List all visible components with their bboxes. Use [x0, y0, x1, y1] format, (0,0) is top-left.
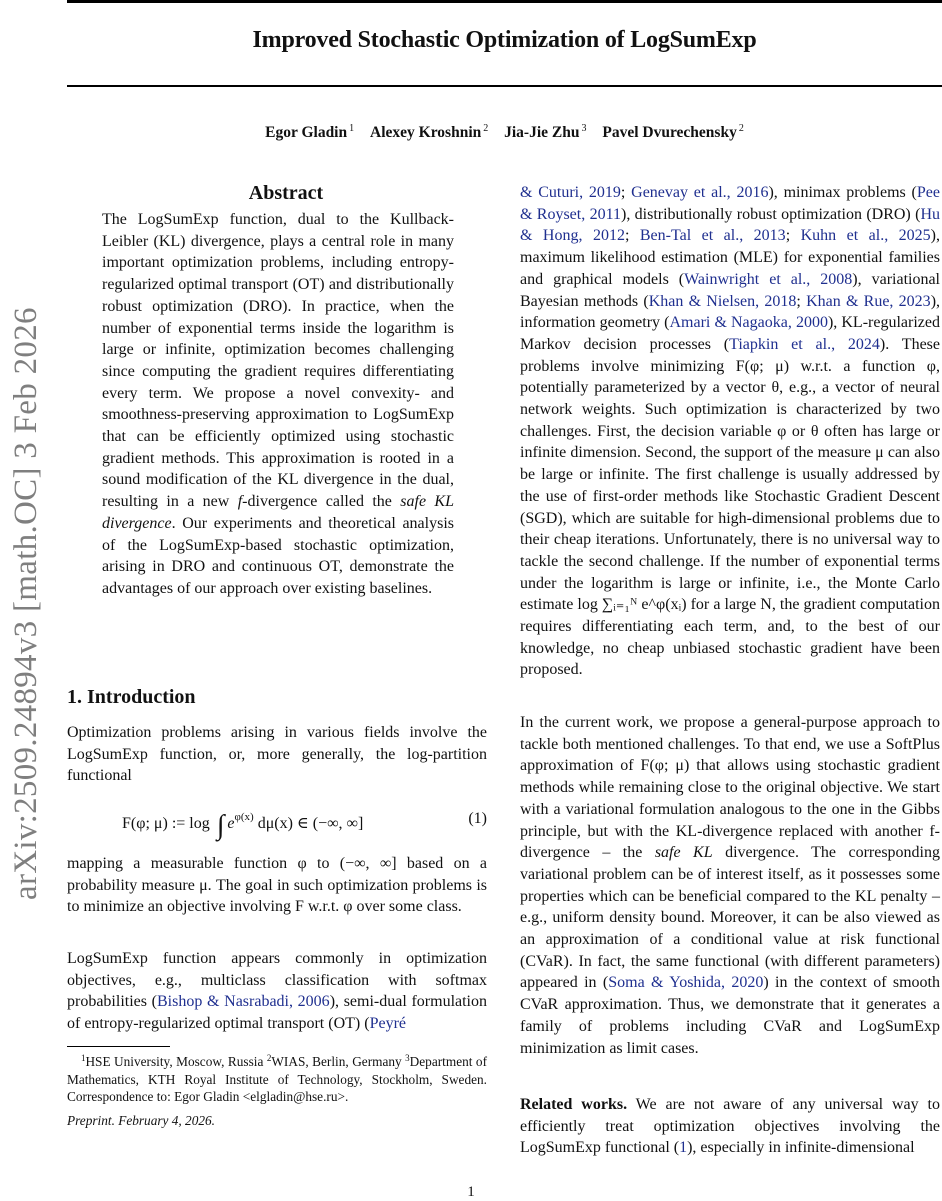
citation-link[interactable]: Hu & Hong, 2012 — [520, 205, 940, 245]
citation-link[interactable]: Bishop & Nasrabadi, 2006 — [157, 993, 330, 1011]
author: Jia-Jie Zhu $^3$ — [504, 123, 587, 141]
preprint-date-note: Preprint. February 4, 2026. — [67, 1113, 215, 1128]
author: Egor Gladin $^1$ — [265, 123, 355, 141]
equation-reference-link[interactable]: 1 — [679, 1139, 688, 1157]
citation-link[interactable]: Ben-Tal et al., 2013 — [639, 227, 786, 245]
equation-number: (1) — [468, 810, 487, 827]
citation-link[interactable]: Soma & Yoshida, 2020 — [608, 974, 764, 992]
citation-link[interactable]: Genevay et al., 2016 — [631, 184, 769, 201]
intro-paragraph-continued: & Cuturi, 2019; Genevay et al., 2016), minimax problems (Pee & Royset, 2011), distributionally robust optimization (DRO) (Hu & Hong, 2012; Ben-Tal et al., 2013; Kuhn et al., 2025), maximum likelihood estimation (MLE) for exponential families and graphical models (Wainwright et al., 2008), variational Bayesian methods (Khan & Nielsen, 2018; Khan & Rue, 2023), information geometry (Amari & Nagaoka, 2000), KL-regularized Markov decision processes (Tiapkin et al., 2024). These problems involve minimizing F(φ; μ) w.r.t. a function φ, potentially parameterized by a vector θ, e.g., a vector of neural network weights. Such optimization is characterized by two challenges. First, the decision variable φ or θ often has large or infinite dimension. Second, the support of the measure μ can also be large or infinite. The first challenge is usually addressed by the use of first-order methods like Stochastic Gradient Descent (SGD), which are suitable for high-dimensional problems due to their cheap iterations. Unfortunately, there is no universal way to tackle the second challenge. If the number of exponential terms under the logarithm is large or infinite, i.e., the Monte Carlo estimate log ∑ᵢ₌₁ᴺ e^φ(xᵢ) for a large N, the gradient computation requires differentiating each term, and, to the best of our knowledge, no cheap unbiased stochastic gradient have been proposed. — [520, 184, 941, 679]
title-top-rule — [67, 0, 942, 3]
citation-link[interactable]: Pee & Royset, 2011 — [520, 184, 940, 223]
citation-link[interactable]: Kuhn et al., 2025 — [800, 227, 931, 245]
abstract-text: The LogSumExp function, dual to the Kullback-Leibler (KL) divergence, plays a central role in many important optimization problems, including entropy-regularized optimal transport (OT) and distributionally robust optimization (DRO). In practice, when the number of exponential terms inside the logarithm is large or infinite, optimization becomes challenging since computing the gradient requires differentiating every term. We propose a novel convexity- and smoothness-preserving approximation to LogSumExp that can be efficiently optimized using stochastic gradient methods. This approximation is rooted in a sound modification of the KL divergence in the dual, resulting in a new f-divergence called the safe KL divergence. Our experiments and theoretical analysis of the LogSumExp-based stochastic optimization, arising in DRO and continuous OT, demonstrate the advantages of our approach over existing baselines. — [102, 211, 455, 597]
title-bottom-rule — [67, 85, 942, 87]
intro-paragraph: In the current work, we propose a general-purpose approach to tackle both mentioned challenges. To that end, we use a SoftPlus approximation of F(φ; μ) that allows using stochastic gradient methods while remaining close to the original objective. We start with a variational formulation analogous to the one in the Gibbs principle, but with the KL-divergence replaced with another f-divergence – the safe KL divergence. The corresponding variational problem can be of interest itself, as it possesses some properties which can be beneficial compared to the KL penalty – e.g., uniform density bound. Moreover, it can be also viewed as an approximation of a conditional value at risk functional (CVaR). In fact, the same functional (with different parameters) appeared in (Soma & Yoshida, 2020) in the context of smooth CVaR approximation. Thus, we demonstrate that it generates a family of problems including CVaR and LogSumExp minimization as limit cases. — [520, 714, 941, 1057]
equation-expression: F(φ; μ) := log ∫ $e^{\varphi(x)}$ dμ(x) ∈ (−∞, ∞] — [122, 810, 364, 841]
citation-link[interactable]: Amari & Nagaoka, 2000 — [669, 314, 828, 332]
author: Pavel Dvurechensky $^2$ — [602, 123, 744, 141]
related-works-paragraph: Related works. We are not aware of any universal way to efficiently treat optimization objectives involving the LogSumExp functional (1), especially in infinite-dimensional — [520, 1096, 940, 1157]
author-list — [67, 123, 942, 142]
citation-link[interactable]: Tiapkin et al., 2024 — [729, 335, 880, 353]
related-works-heading: Related works. — [520, 1096, 628, 1113]
page-number: 1 — [467, 1184, 475, 1200]
equation-1 — [67, 808, 487, 848]
citation-link[interactable]: Wainwright et al., 2008 — [684, 270, 853, 288]
citation-link[interactable]: Khan & Rue, 2023 — [806, 292, 931, 310]
abstract-heading: Abstract — [248, 182, 324, 204]
author: Alexey Kroshnin $^2$ — [370, 123, 489, 141]
footnote-divider — [67, 1046, 170, 1047]
citation-link[interactable]: Peyré — [369, 1015, 406, 1033]
intro-paragraph: mapping a measurable function φ to (−∞, ∞] based on a probability measure μ. The goal in such optimization problems is to minimize an objective involving F w.r.t. φ over some class. — [67, 855, 487, 916]
citation-link[interactable]: & Cuturi, 2019 — [520, 184, 621, 201]
affiliations-footnote: $^1$HSE University, Moscow, Russia $^2$WIAS, Berlin, Germany $^3$Department of Mathematics, KTH Royal Institute of Technology, Stockholm, Sweden. Correspondence to: Egor Gladin <elgladin@hse.ru>. — [67, 1053, 488, 1104]
intro-paragraph: Optimization problems arising in various fields involve the LogSumExp function, or, more generally, the log-partition functional — [67, 724, 487, 785]
arxiv-identifier-stamp: arXiv:2509.24894v3 [math.OC] 3 Feb 2026 — [8, 307, 44, 900]
citation-link[interactable]: Khan & Nielsen, 2018 — [648, 292, 797, 310]
integral-symbol: ∫ — [216, 810, 225, 841]
abstract-section — [67, 180, 487, 616]
intro-paragraph: LogSumExp function appears commonly in optimization objectives, e.g., multiclass classification with softmax probabilities (Bishop & Nasrabadi, 2006), semi-dual formulation of entropy-regularized optimal transport (OT) (Peyré — [67, 950, 488, 1033]
section-heading-introduction: 1. Introduction — [67, 686, 196, 708]
paper-title: Improved Stochastic Optimization of LogSumExp — [252, 27, 757, 53]
